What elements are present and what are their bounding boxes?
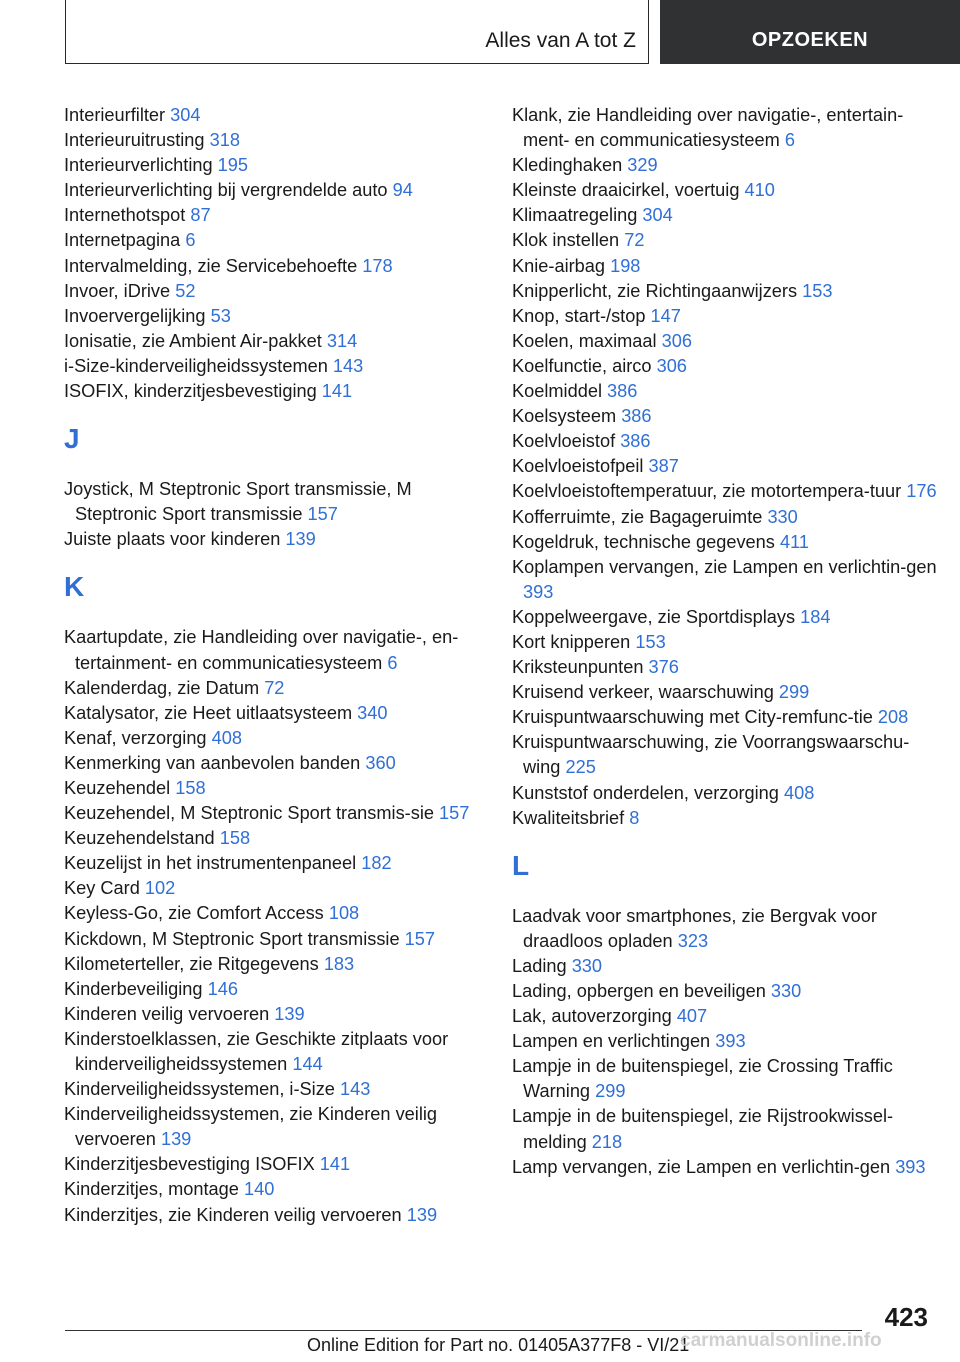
index-entry-page-link[interactable]: 176 [906,481,937,502]
index-entry [512,1029,937,1054]
index-entry [64,1102,484,1152]
index-entry-label: Kenmerking van aanbevolen banden [64,752,361,773]
index-entry-page-link[interactable]: 52 [175,280,196,301]
index-entry-label: Juiste plaats voor kinderen [64,529,281,550]
index-entry [512,530,937,555]
index-entry-page-link[interactable]: 158 [219,828,251,849]
index-entry-page-link[interactable]: 410 [744,180,775,201]
index-entry-label: Kinderveiligheidssystemen, zie Kinderen veilig vervoeren [64,1104,438,1150]
page-number: 423 [884,1302,928,1332]
index-entry [64,701,484,726]
index-entry [512,781,937,806]
index-entry-label: Kinderstoelklassen, zie Geschikte zitplaats voor kinderveiligheidssystemen [64,1028,449,1074]
index-entry-page-link[interactable]: 141 [319,1154,351,1175]
index-entry-page-link[interactable]: 306 [661,330,692,351]
index-entry-page-link[interactable]: 6 [387,652,398,673]
index-entry [64,304,484,329]
index-entry [64,1027,484,1077]
index-entry [512,1004,937,1029]
index-entry [512,103,937,153]
index-entry-page-link[interactable]: 340 [357,702,388,723]
index-entry-label: Kinderzitjesbevestiging ISOFIX [64,1154,315,1175]
index-entry [512,153,937,178]
index-entry-label: Interieurverlichting bij vergrendelde auto [64,180,388,201]
index-entry [64,379,484,404]
index-entry-label: Klimaatregeling [512,205,638,226]
index-entry [64,279,484,304]
index-entry-label: Kruispuntwaarschuwing met City-remfunc-tie [512,707,873,728]
section-title: Alles van A tot Z [485,29,636,52]
index-entry [512,454,937,479]
index-entry-label: Keuzehendel [64,777,171,798]
index-entry-page-link[interactable]: 329 [627,155,658,176]
index-entry-label: Kofferruimte, zie Bagageruimte [512,506,763,527]
index-entry-label: Ionisatie, zie Ambient Air-pakket [64,330,322,351]
index-entry-page-link[interactable]: 330 [571,955,603,976]
index-entry [64,851,484,876]
index-entry-page-link[interactable]: 94 [392,180,413,201]
index-entry-label: Laadvak voor smartphones, zie Bergvak voor draadloos opladen [512,905,877,951]
index-entry-page-link[interactable]: 108 [328,903,360,924]
index-entry-label: Lampje in de buitenspiegel, zie Crossing Traffic Warning [512,1056,893,1102]
index-entry-label: Kleinste draaicirkel, voertuig [512,180,740,201]
watermark: carmanualsonline.info [680,1330,882,1351]
index-entry-page-link[interactable]: 323 [677,930,709,951]
index-entry-label: Keyless-Go, zie Comfort Access [64,903,324,924]
index-entry [512,329,937,354]
index-entry [64,751,484,776]
index-entry-label: Invoer, iDrive [64,280,171,301]
index-entry-page-link[interactable]: 393 [895,1156,926,1177]
index-entry-page-link[interactable]: 178 [362,255,393,276]
index-entry-label: Koelsysteem [512,406,617,427]
index-entry [64,977,484,1002]
index-entry-page-link[interactable]: 139 [274,1003,305,1024]
index-entry-label: Kinderzitjes, montage [64,1179,239,1200]
index-entry [64,527,484,552]
index-entry-page-link[interactable]: 157 [404,928,436,949]
index-entry [64,1203,484,1228]
index-entry [512,178,937,203]
index-entry-page-link[interactable]: 140 [243,1179,275,1200]
index-column-right [512,103,937,1180]
tab-opzoeken[interactable] [660,0,960,64]
index-entry [512,203,937,228]
index-entry [64,801,484,826]
index-entry-label: Kilometerteller, zie Ritgegevens [64,953,319,974]
index-entry-page-link[interactable]: 407 [676,1006,708,1027]
index-entry [512,1054,937,1104]
index-entry-page-link[interactable]: 139 [160,1129,192,1150]
index-entry-label: Knop, start-/stop [512,305,646,326]
index-entry-page-link[interactable]: 386 [620,431,651,452]
index-entry-page-link[interactable]: 139 [285,529,316,550]
index-entry [512,806,937,831]
index-entry [512,228,937,253]
index-entry-page-link[interactable]: 6 [784,130,795,151]
index-entry [512,404,937,429]
index-entry-label: Lading [512,955,567,976]
index-entry-page-link[interactable]: 146 [207,978,238,999]
index-entry-page-link[interactable]: 143 [332,355,364,376]
index-entry [64,178,484,203]
index-entry [64,477,484,527]
index-entry [512,705,937,730]
index-entry-label: Interieurverlichting [64,155,213,176]
index-entry-page-link[interactable]: 158 [175,777,206,798]
index-entry-label: Internethotspot [64,205,186,226]
index-entry-page-link[interactable]: 299 [778,682,810,703]
index-entry [64,228,484,253]
index-entry-label: Kledinghaken [512,155,623,176]
index-entry [512,904,937,954]
index-entry-label: Katalysator, zie Heet uitlaatsysteem [64,702,353,723]
index-entry-label: Koplampen vervangen, zie Lampen en verlichtin-gen [512,556,937,577]
index-entry-label: Kenaf, verzorging [64,727,207,748]
index-entry [512,979,937,1004]
index-entry [512,954,937,979]
index-entry-page-link[interactable]: 72 [264,677,285,698]
index-entry [512,605,937,630]
index-entry-label: Keuzehendelstand [64,828,215,849]
index-entry-page-link[interactable]: 411 [779,531,809,552]
index-entry-label: Keuzehendel, M Steptronic Sport transmis-sie [64,803,434,824]
index-entry-label: Kunststof onderdelen, verzorging [512,782,779,803]
index-entry [64,1077,484,1102]
index-entry-label: Koelvloeistof [512,431,616,452]
index-letter-heading: K [64,571,85,603]
index-entry-page-link[interactable]: 314 [326,330,358,351]
index-entry-label: Joystick, M Steptronic Sport transmissie, M Steptronic Sport transmissie [64,479,412,525]
index-entry-label: Kriksteunpunten [512,657,644,678]
index-entry [512,730,937,780]
index-entry [512,354,937,379]
index-entry-label: Lampje in de buitenspiegel, zie Rijstrookwissel-melding [512,1106,894,1152]
index-entry-label: Kruispuntwaarschuwing, zie Voorrangswaarschu-wing [512,732,910,778]
index-entry-label: Kwaliteitsbrief [512,807,625,828]
index-entry-page-link[interactable]: 87 [190,205,211,226]
index-entry [64,153,484,178]
index-entry [512,555,937,605]
index-entry [512,254,937,279]
index-entry [512,505,937,530]
index-entry-page-link[interactable]: 304 [170,105,201,125]
index-entry [64,726,484,751]
index-entry-label: Kinderbeveiliging [64,978,203,999]
index-entry-page-link[interactable]: 182 [361,853,392,874]
tab-label: OPZOEKEN [751,28,869,51]
index-entry-label: Keuzelijst in het instrumentenpaneel [64,853,357,874]
index-entry-label: Kruisend verkeer, waarschuwing [512,682,774,703]
index-entry-label: Kaartupdate, zie Handleiding over navigatie-, en-tertainment- en communicatiesysteem [64,627,459,673]
index-entry-page-link[interactable]: 393 [715,1031,746,1052]
index-entry-page-link[interactable]: 330 [767,506,798,527]
index-entry-label: Lampen en verlichtingen [512,1031,711,1052]
index-entry [64,1152,484,1177]
index-entry-page-link[interactable]: 408 [211,727,242,748]
index-column-left [64,103,484,1228]
index-entry-label: Kogeldruk, technische gegevens [512,531,775,552]
index-entry [64,625,484,675]
index-entry-label: Klank, zie Handleiding over navigatie-, entertain-ment- en communicatiesysteem [512,105,904,151]
index-entry [64,776,484,801]
index-entry [512,1155,937,1180]
index-entry-page-link[interactable]: 360 [365,752,396,773]
index-entry [64,103,484,128]
index-entry [512,279,937,304]
index-entry [64,329,484,354]
index-entry [512,379,937,404]
index-entry-page-link[interactable]: 139 [406,1204,438,1225]
index-entry-page-link[interactable]: 141 [321,381,353,402]
index-entry-page-link[interactable]: 157 [307,504,338,525]
index-entry-page-link[interactable]: 386 [607,381,638,402]
index-entry-page-link[interactable]: 330 [770,981,802,1001]
edition-text: Online Edition for Part no. 01405A377F8 - VI/21 [307,1335,690,1355]
index-entry-label: Kort knipperen [512,631,631,652]
index-entry-label: Interieurfilter [64,105,166,125]
index-entry-label: Kickdown, M Steptronic Sport transmissie [64,928,400,949]
index-entry-label: ISOFIX, kinderzitjesbevestiging [64,381,317,402]
index-entry [512,304,937,329]
index-entry-page-link[interactable]: 376 [648,657,679,678]
index-entry-label: Lading, opbergen en beveiligen [512,981,766,1001]
index-entry-label: Knipperlicht, zie Richtingaanwijzers [512,280,798,301]
index-entry-label: Koelfunctie, airco [512,355,652,376]
index-entry [64,676,484,701]
index-entry [512,479,937,504]
index-entry [64,901,484,926]
index-entry [64,1177,484,1202]
index-entry-label: Kinderen veilig vervoeren [64,1003,270,1024]
index-entry-label: Koelen, maximaal [512,330,657,351]
index-entry-page-link[interactable]: 8 [629,807,640,828]
index-entry-label: Kinderzitjes, zie Kinderen veilig vervoeren [64,1204,402,1225]
index-letter-heading: L [512,849,530,881]
index-entry [512,429,937,454]
index-entry-page-link[interactable]: 408 [783,782,815,803]
index-entry [512,680,937,705]
index-entry [64,354,484,379]
index-entry-label: i-Size-kinderveiligheidssystemen [64,355,328,376]
index-entry-page-link[interactable]: 195 [217,155,249,176]
index-entry-label: Knie-airbag [512,255,606,276]
index-entry-label: Lak, autoverzorging [512,1006,672,1027]
header-section-box [65,0,649,64]
index-entry-label: Koelmiddel [512,381,602,402]
index-entry-page-link[interactable]: 393 [523,581,554,602]
index-entry-label: Intervalmelding, zie Servicebehoefte [64,255,358,276]
index-entry-page-link[interactable]: 299 [595,1081,626,1102]
index-entry-page-link[interactable]: 53 [210,305,231,326]
index-entry-page-link[interactable]: 102 [144,878,176,899]
index-entry [64,927,484,952]
index-entry [64,203,484,228]
index-entry-page-link[interactable]: 198 [610,255,641,276]
index-entry-page-link[interactable]: 184 [800,606,831,627]
index-entry-page-link[interactable]: 306 [656,355,687,376]
index-entry-page-link[interactable]: 157 [439,803,470,824]
index-entry-label: Koppelweergave, zie Sportdisplays [512,606,796,627]
index-entry-page-link[interactable]: 208 [877,707,909,728]
index-entry-page-link[interactable]: 153 [802,280,833,301]
index-entry [64,128,484,153]
index-entry-page-link[interactable]: 147 [650,305,681,326]
index-entry-label: Kinderveiligheidssystemen, i-Size [64,1079,335,1100]
index-entry-label: Lamp vervangen, zie Lampen en verlichtin-gen [512,1156,891,1177]
index-entry-page-link[interactable]: 387 [648,456,679,477]
index-entry [64,826,484,851]
index-entry [512,655,937,680]
index-entry-label: Interieuruitrusting [64,130,205,151]
index-entry-label: Klok instellen [512,230,620,251]
index-entry-label: Internetpagina [64,230,181,251]
index-entry-page-link[interactable]: 318 [209,130,240,151]
index-entry [64,254,484,279]
index-entry-page-link[interactable]: 144 [292,1054,323,1074]
index-entry-page-link[interactable]: 304 [642,205,673,226]
index-entry-page-link[interactable]: 183 [323,953,355,974]
index-entry-page-link[interactable]: 218 [591,1131,623,1152]
index-entry-page-link[interactable]: 153 [635,631,666,652]
index-entry-page-link[interactable]: 386 [621,406,652,427]
index-entry [64,952,484,977]
index-entry-label: Koelvloeistoftemperatuur, zie motortempera-tuur [512,481,902,502]
index-entry-page-link[interactable]: 143 [339,1079,371,1100]
index-entry [64,876,484,901]
index-letter-heading: J [64,423,80,455]
index-entry [512,1104,937,1154]
index-entry-page-link[interactable]: 6 [185,230,196,251]
index-entry-label: Key Card [64,878,140,899]
index-entry-page-link[interactable]: 225 [565,757,596,778]
index-entry-label: Invoervergelijking [64,305,206,326]
index-entry-label: Koelvloeistofpeil [512,456,644,477]
index-entry-label: Kalenderdag, zie Datum [64,677,260,698]
index-entry-page-link[interactable]: 72 [624,230,645,251]
index-entry [64,1002,484,1027]
index-entry [512,630,937,655]
